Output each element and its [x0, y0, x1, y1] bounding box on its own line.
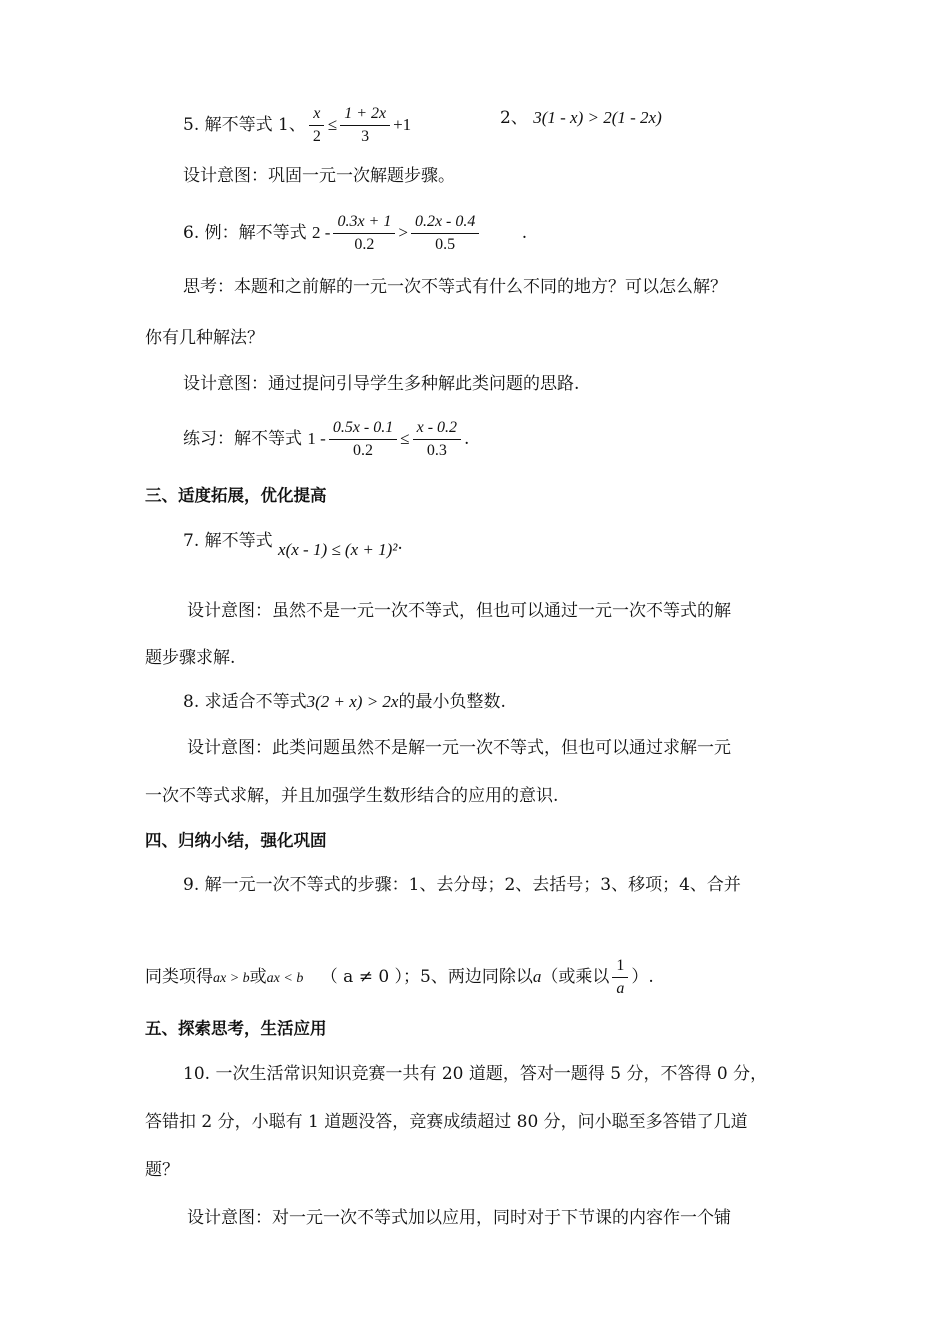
q9-line-1: 9. 解一元一次不等式的步骤：1、去分母；2、去括号；3、移项；4、合并 [183, 875, 741, 895]
intent-5: 设计意图：对一元一次不等式加以应用，同时对于下节课的内容作一个铺 [187, 1208, 731, 1228]
q6-frac-2: $\frac{0.2x - 0.4}{0.5}$ [411, 212, 479, 255]
intent-4-line-1: 设计意图：此类问题虽然不是解一元一次不等式，但也可以通过求解一元 [187, 738, 731, 758]
q5-frac-2: $\frac{1 + 2x}{3}$ [340, 104, 390, 147]
q5-tail: +1 [393, 115, 412, 134]
q6-label: 6. 例：解不等式 [183, 223, 307, 243]
intent-2: 设计意图：通过提问引导学生多种解此类问题的思路. [183, 374, 580, 394]
q9-line-2 [145, 956, 654, 999]
q9-expr-2: ax < b [266, 971, 304, 986]
q9-expr-1: ax > b [213, 971, 250, 986]
think-line-1: 思考：本题和之前解的一元一次不等式有什么不同的地方？可以怎么解？ [183, 277, 727, 297]
q9-condition: （ a ≠ 0 ）；5、两边同除以 [320, 967, 533, 987]
q5-rel-1: ≤ [327, 115, 338, 134]
question-5 [183, 104, 411, 147]
question-6 [183, 212, 527, 255]
q9-paren-close: ）. [631, 967, 654, 987]
q9-line2-lead: 同类项得 [145, 967, 213, 987]
practice-lead: 1 - [307, 429, 326, 448]
practice-frac-1: $\frac{0.5x - 0.1}{0.2}$ [329, 418, 397, 461]
practice-frac-2: $\frac{x - 0.2}{0.3}$ [413, 418, 461, 461]
q6-rel: > [398, 223, 408, 242]
q10-line-3: 题？ [145, 1160, 179, 1180]
intent-3-line-2: 题步骤求解. [145, 648, 236, 668]
question-7 [183, 529, 403, 559]
q5-part2-label: 2、 [500, 108, 528, 128]
q7-end: . [397, 534, 403, 554]
practice-end: . [464, 429, 470, 449]
q10-line-2: 答错扣 2 分，小聪有 1 道题没答，竞赛成绩超过 80 分，问小聪至多答错了几道 [145, 1112, 748, 1132]
q9-frac: $\frac{1}{a}$ [612, 956, 628, 999]
q10-line-1: 10. 一次生活常识知识竞赛一共有 20 道题，答对一题得 5 分，不答得 0 分， [183, 1064, 768, 1084]
q6-end: . [521, 223, 528, 243]
think-line-2: 你有几种解法？ [145, 328, 264, 348]
q9-or: 或 [249, 967, 267, 987]
q7-expr: x(x - 1) ≤ (x + 1)² [278, 540, 398, 559]
intent-1: 设计意图：巩固一元一次解题步骤。 [183, 166, 455, 186]
q8-suffix: 的最小负整数. [398, 692, 506, 712]
q5-frac-1: $\frac{x}{2}$ [309, 104, 325, 147]
section-5-heading: 五、探索思考，生活应用 [145, 1019, 327, 1038]
section-3-heading: 三、适度拓展，优化提高 [145, 486, 327, 505]
question-5-part-2 [500, 106, 662, 130]
q5-label: 5. 解不等式 1、 [183, 115, 306, 135]
practice-rel: ≤ [400, 429, 410, 448]
practice [183, 418, 469, 461]
q6-lead: 2 - [312, 223, 331, 242]
q7-label: 7. 解不等式 [183, 531, 273, 551]
intent-4-line-2: 一次不等式求解，并且加强学生数形结合的应用的意识. [145, 786, 559, 806]
section-4-heading: 四、归纳小结，强化巩固 [145, 831, 327, 850]
question-8 [183, 690, 506, 714]
q6-frac-1: $\frac{0.3x + 1}{0.2}$ [333, 212, 395, 255]
q8-expr: 3(2 + x) > 2x [306, 692, 399, 711]
intent-3-line-1: 设计意图：虽然不是一元一次不等式，但也可以通过一元一次不等式的解 [187, 601, 731, 621]
q5-part2-ineq: 3(1 - x) > 2(1 - 2x) [533, 108, 662, 127]
q9-var-a: a [532, 967, 542, 986]
practice-label: 练习：解不等式 [183, 429, 302, 449]
q8-prefix: 8. 求适合不等式 [183, 692, 307, 712]
q9-paren-open: （或乘以 [541, 967, 610, 987]
